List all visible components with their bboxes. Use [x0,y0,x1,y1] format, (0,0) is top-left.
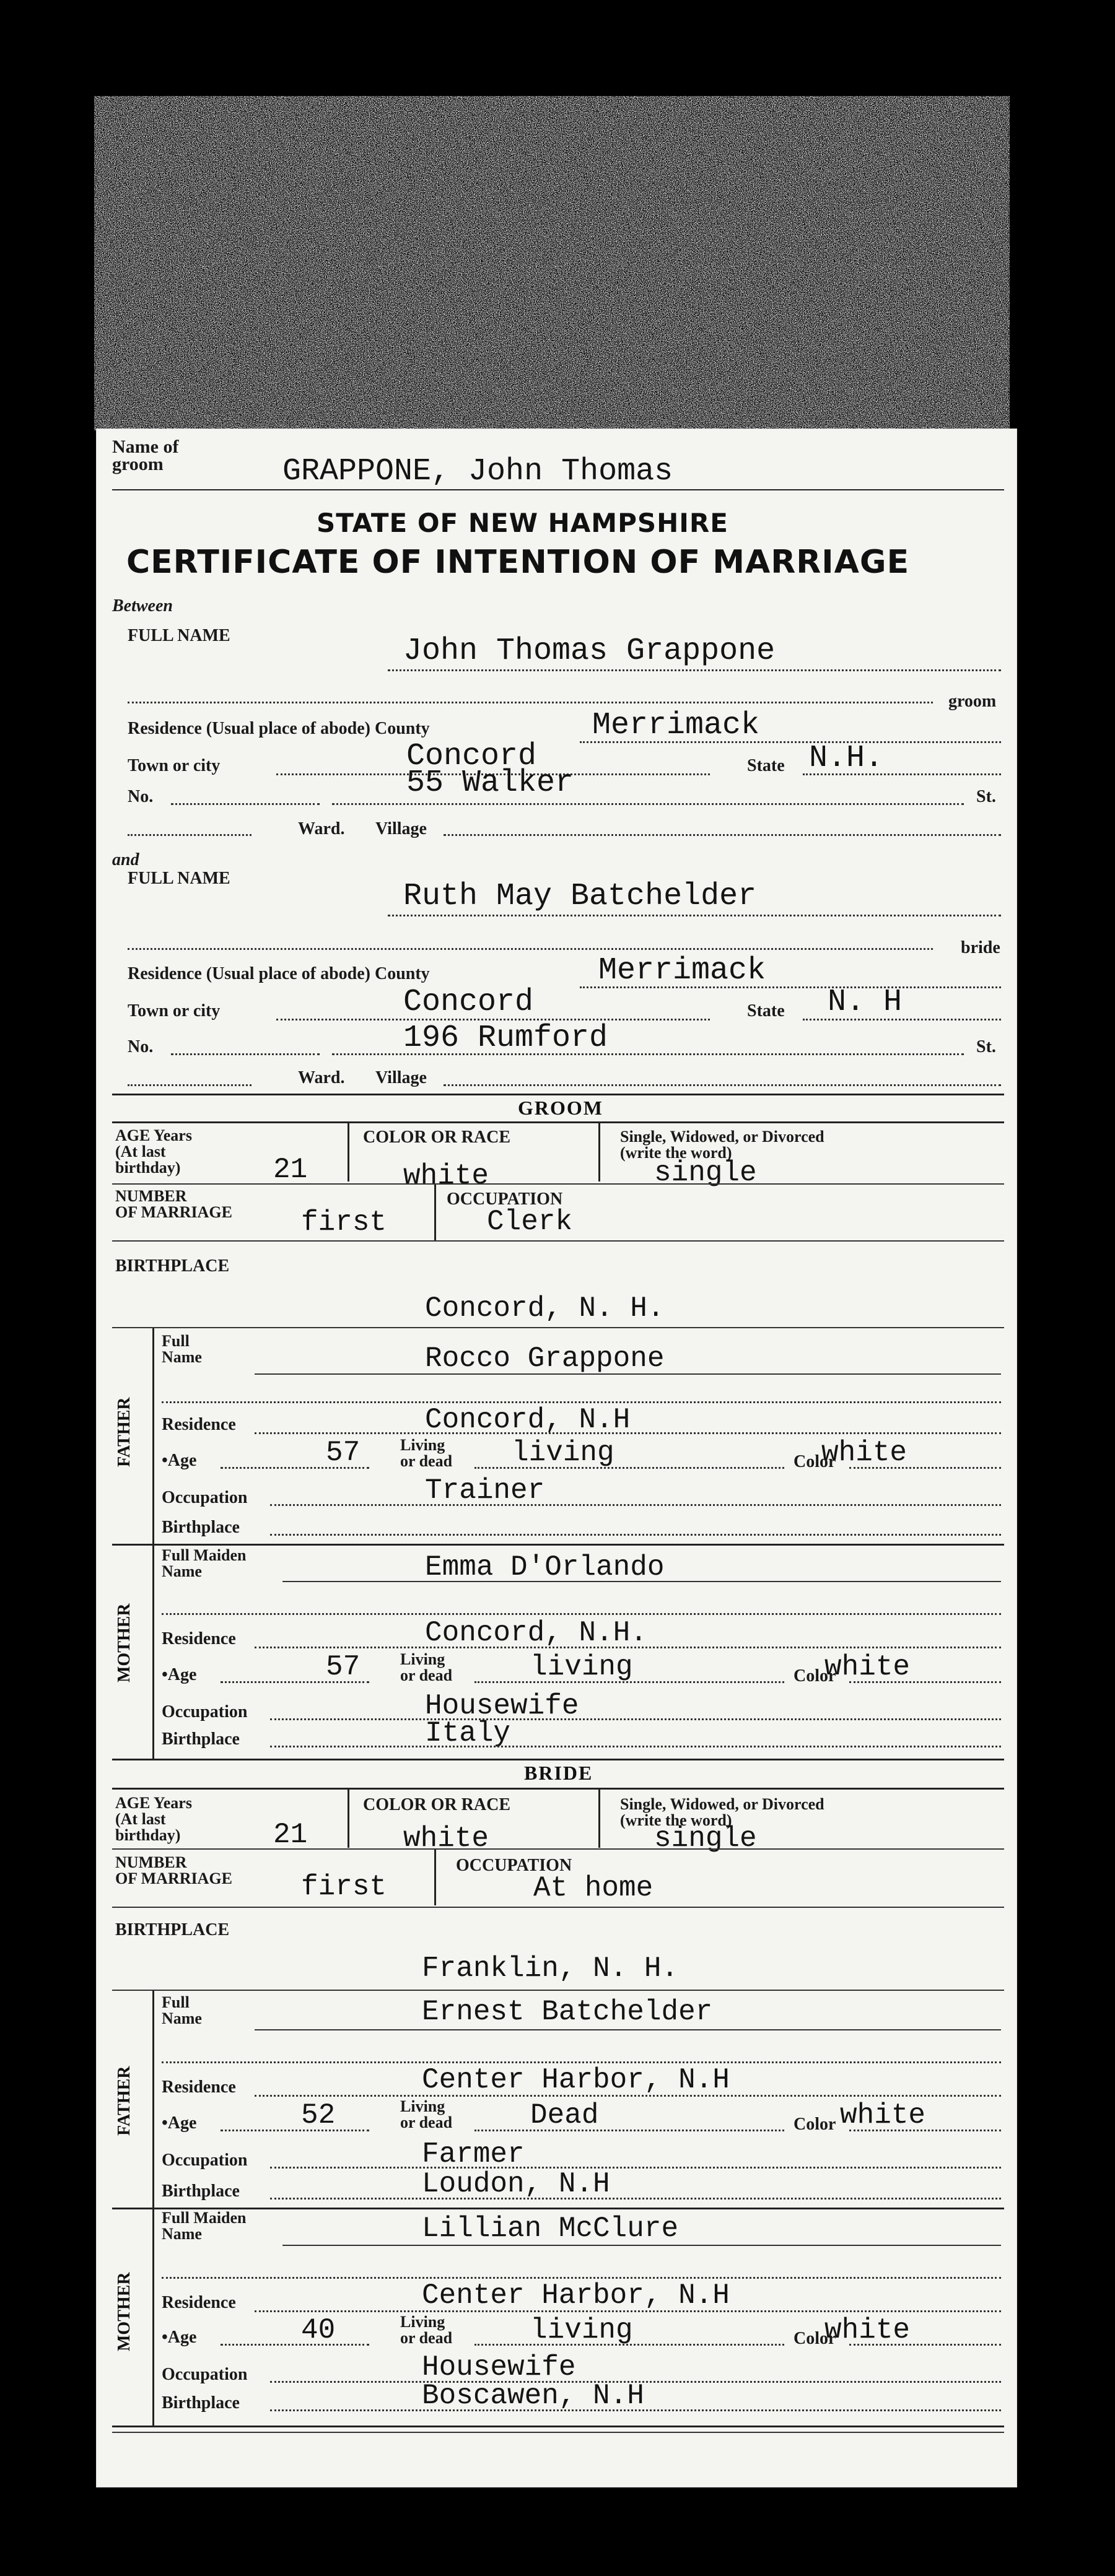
bride-mother-age-label: •Age [162,2328,197,2347]
bride-father-name-label: Full Name [162,1993,202,2027]
groom-mother-birthplace: Italy [425,1717,511,1749]
groom-father-name: Rocco Grappone [425,1342,665,1375]
groom-occupation: Clerk [487,1206,573,1238]
groom-town-label: Town or city [128,756,221,775]
bride-state-label: State [747,1001,785,1020]
bride-county: Merrimack [598,953,766,988]
bride-marital-label: Single, Widowed, or Divorced (write the word) [620,1795,824,1829]
bride-birthplace: Franklin, N. H. [422,1952,679,1985]
groom-marital: single [654,1157,757,1189]
groom-birthplace-label: BIRTHPLACE [115,1256,230,1276]
between-label: Between [112,596,173,616]
groom-marital-label: Single, Widowed, or Divorced (write the word) [620,1128,824,1162]
bride-town: Concord [403,985,534,1020]
bride-mother-age: 40 [301,2314,336,2346]
name-of-groom-label: Name of groom [112,437,179,474]
groom-color-label: COLOR OR RACE [363,1128,511,1147]
groom-residence-label: Residence (Usual place of abode) County [128,719,430,738]
bride-mother-residence-label: Residence [162,2293,236,2312]
bride-no-label: No. [128,1037,154,1056]
bride-mother-living-label: Living or dead [400,2313,453,2347]
groom-father-living-label: Living or dead [400,1436,453,1470]
groom-mother-living: living [530,1651,633,1683]
bride-village-label: Village [375,1068,427,1087]
groom-father-name-label: Full Name [162,1332,202,1366]
bride-suffix: bride [961,938,1000,957]
groom-father-birthplace-label: Birthplace [162,1518,240,1537]
groom-full-name-label: FULL NAME [128,626,230,645]
bride-full-name: Ruth May Batchelder [403,879,757,914]
bride-father-color-label: Color [794,2115,836,2134]
marriage-certificate-card [96,429,1017,2487]
groom-section-title: GROOM [518,1097,603,1119]
bride-father-occupation: Farmer [422,2138,525,2170]
groom-mother-occupation-label: Occupation [162,1702,248,1721]
bride-mother-name: Lillian McClure [422,2213,679,2245]
groom-mother-vertical-label: MOTHER [115,1603,134,1682]
groom-father-vertical-label: FATHER [115,1397,134,1467]
and-label: and [112,850,139,869]
bride-mother-name-label: Full Maiden Name [162,2209,247,2243]
groom-father-color: white [821,1437,907,1469]
bride-mother-residence: Center Harbor, N.H [422,2279,730,2312]
bride-father-name: Ernest Batchelder [422,1996,713,2028]
bride-state: N. H [828,985,903,1020]
groom-village-label: Village [375,819,427,838]
groom-mother-residence: Concord, N.H. [425,1617,647,1649]
certificate-title: CERTIFICATE OF INTENTION OF MARRIAGE [126,544,910,581]
groom-ward-label: Ward. [298,819,345,838]
groom-father-age-label: •Age [162,1451,197,1470]
bride-age: 21 [273,1819,308,1851]
bride-father-residence-label: Residence [162,2078,236,2097]
groom-state: N.H. [809,741,884,776]
groom-mother-name: Emma D'Orlando [425,1551,665,1583]
bride-mother-color: white [824,2314,911,2346]
groom-birthplace: Concord, N. H. [425,1292,665,1325]
groom-mother-color-label: Color [794,1666,836,1686]
bride-father-age: 52 [301,2099,336,2131]
bride-town-label: Town or city [128,1001,221,1020]
bride-birthplace-label: BIRTHPLACE [115,1920,230,1939]
name-of-groom-value: GRAPPONE, John Thomas [282,454,673,489]
groom-marriage-number: first [301,1206,387,1238]
bride-father-color: white [840,2099,926,2131]
groom-father-color-label: Color [794,1452,836,1471]
groom-occupation-label: OCCUPATION [447,1190,563,1209]
groom-suffix: groom [948,692,997,711]
groom-father-residence: Concord, N.H [425,1404,631,1436]
bride-section-title: BRIDE [524,1762,593,1784]
groom-mother-occupation: Housewife [425,1690,579,1722]
bride-residence-label: Residence (Usual place of abode) County [128,964,430,983]
bride-mother-color-label: Color [794,2329,836,2348]
bride-color: white [403,1822,489,1855]
bride-occupation: At home [533,1872,654,1904]
bride-mother-vertical-label: MOTHER [115,2272,134,2351]
groom-father-occupation: Trainer [425,1474,545,1507]
groom-mother-age: 57 [326,1651,361,1683]
bride-mother-occupation-label: Occupation [162,2365,248,2384]
bride-marital: single [654,1822,757,1855]
groom-mother-color: white [824,1651,911,1683]
bride-father-age-label: •Age [162,2113,197,2133]
bride-father-birthplace: Loudon, N.H [422,2168,610,2200]
groom-number-label: NUMBER OF MARRIAGE [115,1187,232,1221]
groom-mother-residence-label: Residence [162,1629,236,1648]
bride-ward-label: Ward. [298,1068,345,1087]
bride-color-label: COLOR OR RACE [363,1795,511,1814]
bride-mother-birthplace-label: Birthplace [162,2393,240,2413]
groom-age: 21 [273,1154,308,1186]
bride-age-label: AGE Years (At last birthday) [115,1794,192,1844]
bride-father-living: Dead [530,2099,599,2131]
groom-mother-birthplace-label: Birthplace [162,1730,240,1749]
groom-state-label: State [747,756,785,775]
groom-father-occupation-label: Occupation [162,1488,248,1507]
groom-age-label: AGE Years (At last birthday) [115,1126,192,1177]
groom-st-label: St. [976,787,996,806]
groom-father-residence-label: Residence [162,1415,236,1434]
bride-father-living-label: Living or dead [400,2097,453,2131]
groom-county: Merrimack [592,708,760,743]
bride-father-residence: Center Harbor, N.H [422,2064,730,2096]
bride-number-label: NUMBER OF MARRIAGE [115,1853,232,1887]
groom-no-label: No. [128,787,154,806]
bride-st-label: St. [976,1037,996,1056]
bride-mother-occupation: Housewife [422,2351,576,2383]
groom-street: 55 Walker [406,765,574,801]
groom-full-name: John Thomas Grappone [403,633,776,669]
bride-marriage-number: first [301,1871,387,1903]
groom-father-living: living [512,1437,614,1469]
bride-father-birthplace-label: Birthplace [162,2182,240,2201]
state-heading: STATE OF NEW HAMPSHIRE [317,508,728,538]
scanned-noise-area [94,96,1010,430]
groom-mother-name-label: Full Maiden Name [162,1546,247,1580]
groom-mother-living-label: Living or dead [400,1650,453,1684]
groom-father-age: 57 [326,1437,361,1469]
bride-mother-living: living [530,2314,633,2346]
groom-town: Concord [406,739,537,774]
bride-street: 196 Rumford [403,1020,608,1056]
bride-father-vertical-label: FATHER [115,2066,134,2136]
bride-father-occupation-label: Occupation [162,2151,248,2170]
bride-full-name-label: FULL NAME [128,869,230,888]
groom-mother-age-label: •Age [162,1665,197,1684]
bride-mother-birthplace: Boscawen, N.H [422,2380,644,2412]
bride-occupation-label: OCCUPATION [456,1856,572,1875]
groom-color: white [403,1160,489,1192]
